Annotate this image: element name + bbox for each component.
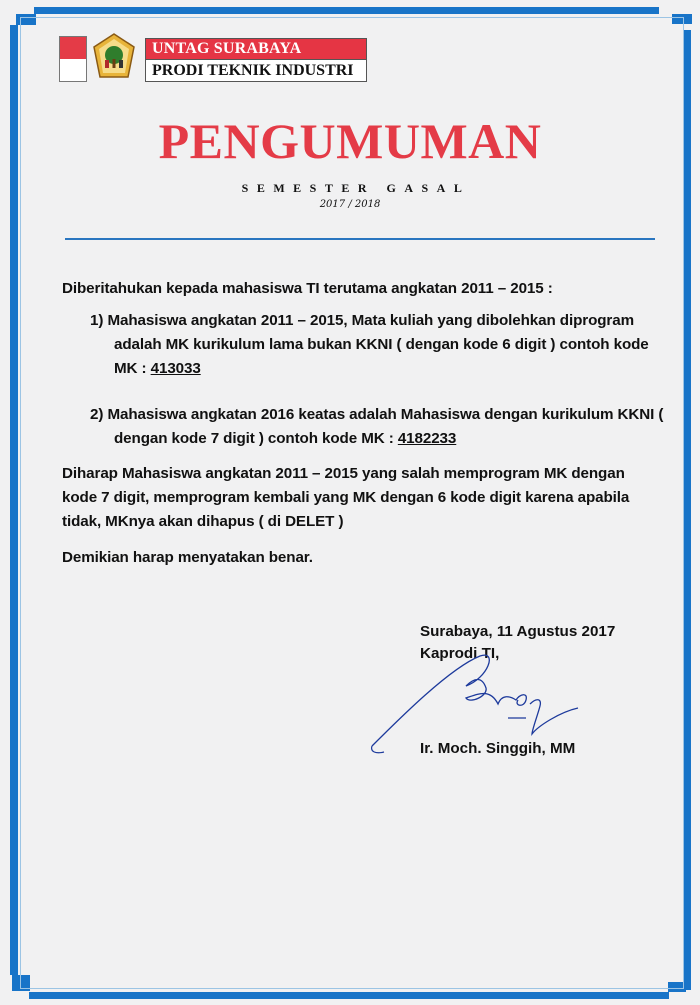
frame-bottom xyxy=(29,992,669,999)
list-item-1 xyxy=(62,309,649,381)
semester-subtitle: SEMESTER GASAL xyxy=(241,181,471,195)
university-seal-icon xyxy=(92,33,136,79)
academic-year: 2017 / 2018 xyxy=(319,199,381,210)
institution-name: UNTAG SURABAYA xyxy=(146,39,366,59)
closing-text: Demikian harap menyatakan benar. xyxy=(62,549,313,566)
divider xyxy=(65,238,655,240)
place-date: Surabaya, 11 Agustus 2017 xyxy=(420,623,616,640)
department-name: PRODI TEKNIK INDUSTRI xyxy=(146,59,366,81)
indonesia-flag-icon xyxy=(59,36,87,82)
list-item-2 xyxy=(62,403,694,451)
example-code: 4182233 xyxy=(397,430,457,447)
page-title: PENGUMUMAN xyxy=(158,113,542,169)
item-text: Mahasiswa angkatan 2011 – 2015, Mata kuliah yang dibolehkan diprogram adalah MK kurikulum lama bukan KKNI ( dengan kode 6 digit ) contoh kode MK : xyxy=(107,312,649,377)
item-text: Mahasiswa angkatan 2016 keatas adalah Mahasiswa dengan kurikulum KKNI ( dengan kode 7 digit ) contoh kode MK : xyxy=(107,406,664,447)
institution-banner xyxy=(145,38,367,82)
frame-top xyxy=(34,7,659,14)
intro-text: Diberitahukan kepada mahasiswa TI terutama angkatan 2011 – 2015 : xyxy=(62,280,553,297)
item-number: 2) xyxy=(90,406,104,423)
frame-right xyxy=(684,30,691,990)
item-number: 1) xyxy=(90,312,104,329)
announcement-body xyxy=(62,277,662,570)
signatory-name: Ir. Moch. Singgih, MM xyxy=(420,740,576,757)
notice-text: Diharap Mahasiswa angkatan 2011 – 2015 yang salah memprogram MK dengan kode 7 digit, memprogram kembali yang MK dengan 6 kode digit karena apabila tidak, MKnya akan dihapus ( di DELET ) xyxy=(62,465,630,530)
example-code: 413033 xyxy=(150,360,201,377)
signatory-role: Kaprodi TI, xyxy=(420,645,500,662)
